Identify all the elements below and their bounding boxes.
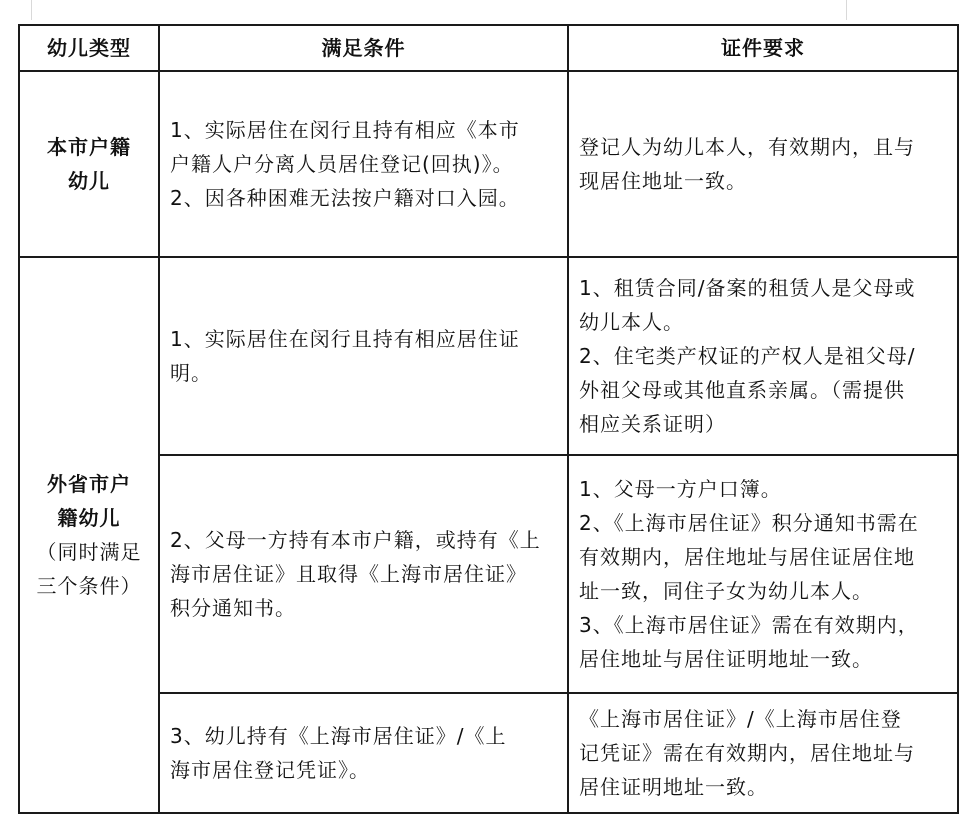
cell-nonlocal-type	[19, 257, 159, 813]
type-text: 外省市户	[47, 472, 131, 496]
condition-text: 2、父母一方持有本市户籍，或持有《上	[170, 528, 541, 552]
condition-text: 明。	[170, 361, 212, 385]
document-text: 2、住宅类产权证的产权人是祖父母/	[579, 344, 916, 368]
header-documents: 证件要求	[568, 25, 958, 71]
document-text: 登记人为幼儿本人，有效期内，且与	[579, 135, 915, 159]
document-text: 记凭证》需在有效期内，居住地址与	[579, 741, 915, 765]
page-margin-mark-right	[846, 0, 847, 20]
cell-nonlocal-conditions-2	[159, 455, 568, 693]
cell-local-documents	[568, 71, 958, 257]
cell-nonlocal-documents-2	[568, 455, 958, 693]
type-text: 本市户籍	[47, 135, 131, 159]
header-child-type: 幼儿类型	[19, 25, 159, 71]
header-row	[19, 25, 958, 71]
document-text: 幼儿本人。	[579, 310, 684, 334]
enrollment-requirements-table	[18, 24, 959, 814]
condition-text: 积分通知书。	[170, 596, 296, 620]
table-row-nonlocal-3	[19, 693, 958, 813]
cell-nonlocal-documents-3	[568, 693, 958, 813]
table-row-nonlocal-1	[19, 257, 958, 455]
condition-text: 海市居住登记凭证》。	[170, 758, 370, 782]
document-text: 3、《上海市居住证》需在有效期内，	[579, 613, 919, 637]
document-text: 居住地址与居住证明地址一致。	[579, 647, 873, 671]
condition-text: 1、实际居住在闵行且持有相应《本市	[170, 118, 520, 142]
document-text: 1、租赁合同/备案的租赁人是父母或	[579, 276, 916, 300]
page-margin-mark-left	[31, 0, 32, 20]
cell-nonlocal-documents-1	[568, 257, 958, 455]
type-text: 幼儿	[68, 169, 110, 193]
condition-text: 3、幼儿持有《上海市居住证》/《上	[170, 724, 507, 748]
table-row-nonlocal-2	[19, 455, 958, 693]
condition-text: 1、实际居住在闵行且持有相应居住证	[170, 327, 520, 351]
condition-text: 2、因各种困难无法按户籍对口入园。	[170, 186, 520, 210]
cell-nonlocal-conditions-3	[159, 693, 568, 813]
document-text: 外祖父母或其他直系亲属。（需提供	[579, 378, 905, 402]
cell-local-conditions	[159, 71, 568, 257]
table-row-local	[19, 71, 958, 257]
document-text: 现居住地址一致。	[579, 169, 747, 193]
document-text: 《上海市居住证》/《上海市居住登	[579, 707, 902, 731]
type-note: （同时满足	[36, 540, 142, 564]
cell-nonlocal-conditions-1	[159, 257, 568, 455]
document-text: 有效期内，居住地址与居住证居住地	[579, 545, 915, 569]
document-text: 1、父母一方户口簿。	[579, 477, 782, 501]
document-text: 2、《上海市居住证》积分通知书需在	[579, 511, 919, 535]
condition-text: 海市居住证》且取得《上海市居住证》	[170, 562, 527, 586]
condition-text: 户籍人户分离人员居住登记(回执)》。	[170, 152, 514, 176]
document-text: 居住证明地址一致。	[579, 775, 768, 799]
document-text: 址一致，同住子女为幼儿本人。	[579, 579, 873, 603]
document-text: 相应关系证明）	[579, 412, 726, 436]
header-conditions: 满足条件	[159, 25, 568, 71]
cell-local-type	[19, 71, 159, 257]
type-text: 籍幼儿	[57, 506, 121, 530]
type-note: 三个条件）	[36, 574, 142, 598]
